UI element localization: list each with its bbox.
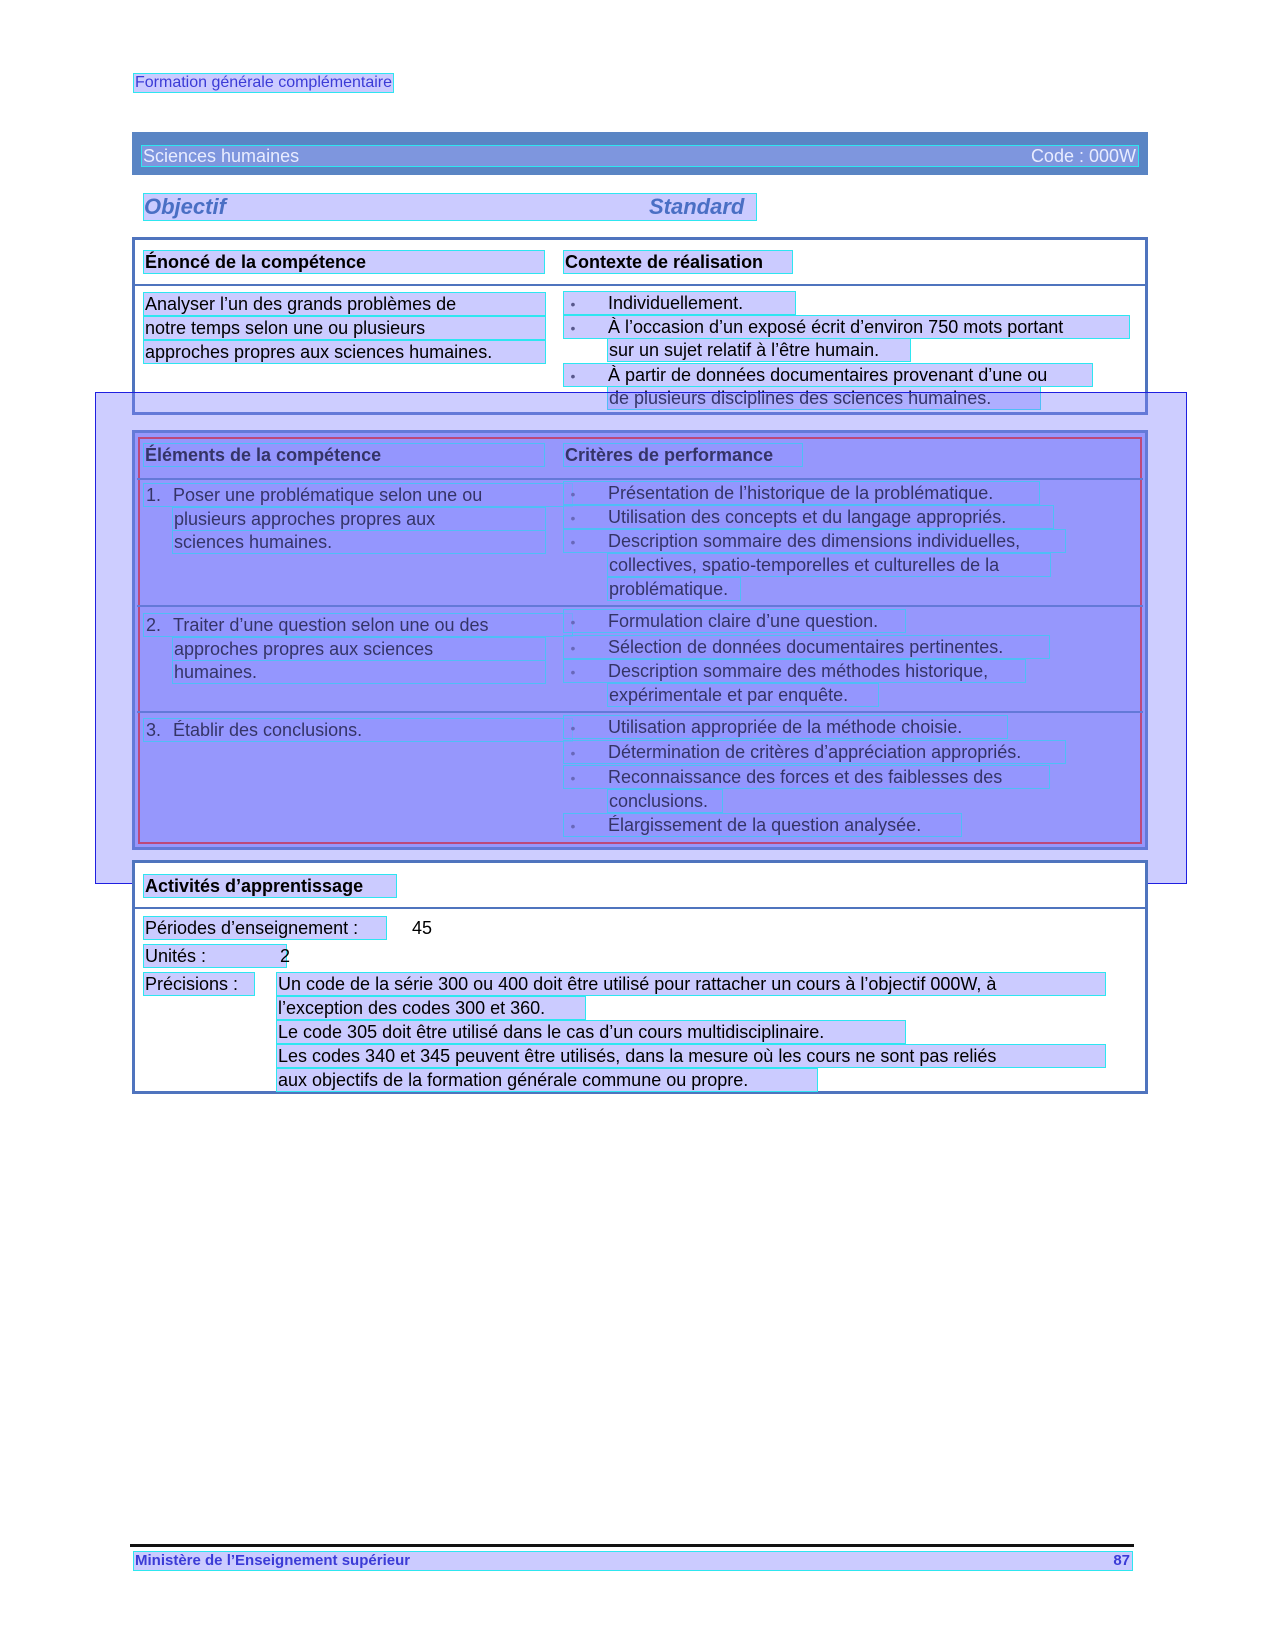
criterion: Description sommaire des méthodes historique, [564, 660, 1025, 682]
criterion-cont: conclusions. [608, 790, 722, 812]
unites-label: Unités : [144, 945, 286, 967]
unites-value: 2 [280, 946, 291, 966]
contexte-item-cont: sur un sujet relatif à l’être humain. [608, 339, 910, 361]
element-number: 3. [146, 720, 162, 740]
criterion-cont: collectives, spatio-temporelles et culturelles de la [608, 554, 1050, 576]
precisions-line: Un code de la série 300 ou 400 doit être utilisé pour rattacher un cours à l’objectif 000W, à [277, 973, 1105, 995]
contexte-item-cont: de plusieurs disciplines des sciences humaines. [608, 387, 1040, 409]
elements-header: Éléments de la compétence [144, 444, 544, 466]
criterion-cont: problématique. [608, 578, 740, 600]
periodes-value: 45 [412, 918, 433, 938]
title-bar-text [142, 146, 1138, 166]
criterion: Utilisation des concepts et du langage appropriés. [564, 506, 1053, 528]
element-number: 1. [146, 485, 162, 505]
contexte-item: Individuellement. [564, 292, 795, 314]
criterion-cont: expérimentale et par enquête. [608, 684, 878, 706]
element-row-2: Traiter d’une question selon une ou des [144, 614, 572, 636]
footer-ministry: Ministère de l’Enseignement supérieur [135, 1552, 411, 1569]
criterion: Détermination de critères d’appréciation appropriés. [564, 741, 1065, 763]
subject-title: Sciences humaines [143, 146, 300, 166]
element-line: approches propres aux sciences [173, 638, 545, 660]
precisions-line: Le code 305 doit être utilisé dans le cas d’un cours multidisciplinaire. [277, 1021, 905, 1043]
enonce-line: approches propres aux sciences humaines. [144, 341, 545, 363]
selection-overlay [95, 392, 1187, 884]
contexte-item: À l’occasion d’un exposé écrit d’environ 750 mots portant [564, 316, 1129, 338]
objective-standard-labels [144, 194, 756, 220]
contexte-header: Contexte de réalisation [564, 251, 792, 273]
element-row-3: Établir des conclusions. [144, 719, 572, 741]
criterion: Reconnaissance des forces et des faiblesses des [564, 766, 1049, 788]
activities-header-row [135, 863, 1145, 909]
element-line: plusieurs approches propres aux [173, 508, 545, 530]
criterion: Sélection de données documentaires pertinentes. [564, 636, 1049, 658]
criterion: Utilisation appropriée de la méthode choisie. [564, 716, 1007, 738]
enonce-line: Analyser l’un des grands problèmes de [144, 293, 545, 315]
criterion: Formulation claire d’une question. [564, 610, 905, 632]
footer-rule [130, 1544, 1134, 1547]
element-line: sciences humaines. [173, 531, 545, 553]
criterion: Présentation de l’historique de la problématique. [564, 482, 1039, 504]
course-code: Code : 000W [1030, 146, 1136, 166]
precisions-line: Les codes 340 et 345 peuvent être utilisés, dans la mesure où les cours ne sont pas reliés [277, 1045, 1105, 1067]
page-number: 87 [1113, 1552, 1130, 1569]
enonce-header: Énoncé de la compétence [144, 251, 544, 273]
competence-header-row [135, 240, 1145, 286]
objective-label: Objectif [144, 194, 226, 219]
element-number: 2. [146, 615, 162, 635]
periodes-label: Périodes d’enseignement : [144, 917, 386, 939]
precisions-line: aux objectifs de la formation générale commune ou propre. [277, 1069, 817, 1091]
precisions-line: l’exception des codes 300 et 360. [277, 997, 585, 1019]
running-header: Formation générale complémentaire [135, 74, 393, 91]
criteres-header: Critères de performance [564, 444, 802, 466]
precisions-label: Précisions : [144, 973, 254, 995]
contexte-item: À partir de données documentaires provenant d’une ou [564, 364, 1092, 386]
activities-box [132, 860, 1148, 1094]
element-line: humaines. [173, 661, 545, 683]
competence-box [132, 237, 1148, 415]
enonce-line: notre temps selon une ou plusieurs [144, 317, 545, 339]
title-bar [132, 132, 1148, 175]
standard-label: Standard [649, 194, 745, 219]
footer [134, 1552, 1132, 1570]
criterion: Description sommaire des dimensions individuelles, [564, 530, 1065, 552]
activities-header: Activités d’apprentissage [144, 875, 396, 897]
criterion: Élargissement de la question analysée. [564, 814, 961, 836]
element-row-1: Poser une problématique selon une ou [144, 484, 572, 506]
